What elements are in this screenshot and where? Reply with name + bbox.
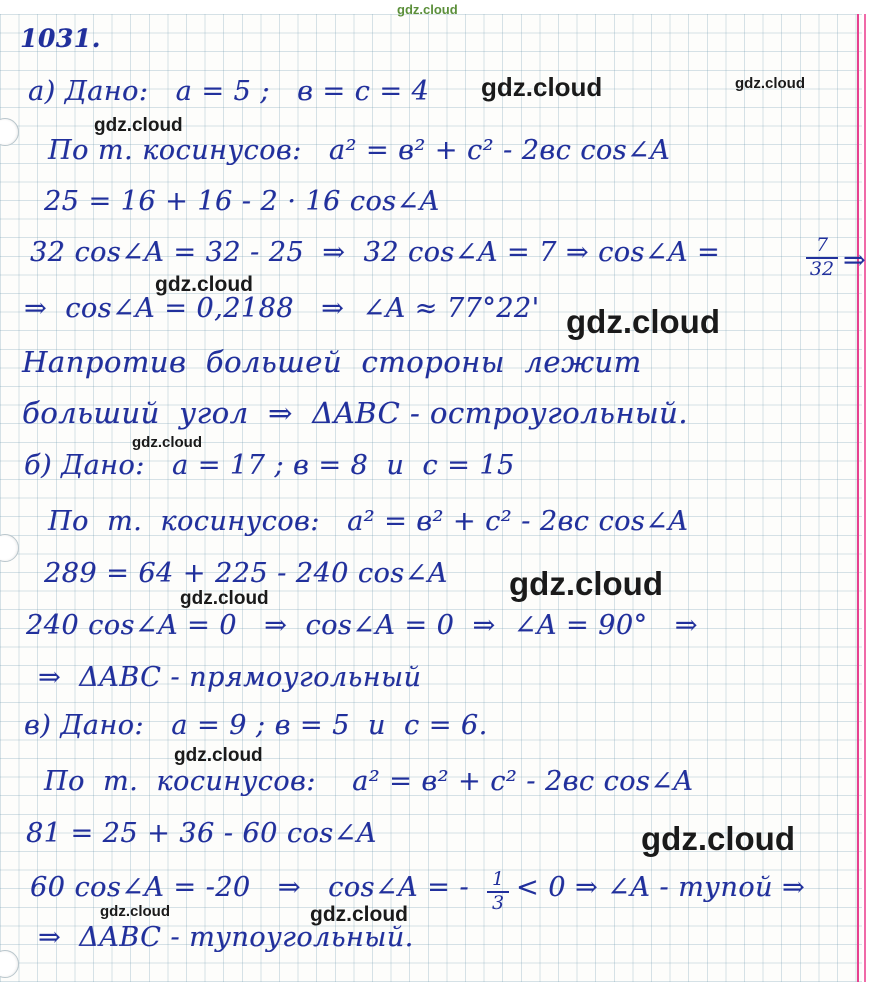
- solution-line-a-value: ⇒ cos∠A = 0,2188 ⇒ ∠A ≈ 77°22': [24, 293, 540, 324]
- solution-line-a-text2: больший угол ⇒ ΔABC - остроугольный.: [22, 396, 688, 430]
- watermark: gdz.cloud: [180, 588, 269, 609]
- watermark: gdz.cloud: [94, 115, 183, 136]
- task-number: 1031.: [20, 24, 101, 53]
- margin-line-primary: [857, 14, 859, 982]
- solution-line-c-solve-part2: < 0 ⇒ ∠A - тупой ⇒: [516, 872, 806, 903]
- solution-line-a-given: а) Дано: а = 5 ; в = с = 4: [28, 76, 430, 107]
- watermark: gdz.cloud: [132, 434, 202, 451]
- solution-line-b-given: б) Дано: а = 17 ; в = 8 и с = 15: [24, 450, 515, 481]
- watermark: gdz.cloud: [174, 745, 263, 766]
- solution-line-a-text1: Напротив большей стороны лежит: [22, 345, 642, 379]
- watermark: gdz.cloud: [481, 72, 603, 102]
- fraction-denominator: 32: [809, 257, 835, 280]
- watermark: gdz.cloud: [155, 273, 253, 296]
- solution-line-c-substitute: 81 = 25 + 36 - 60 cos∠A: [26, 818, 377, 849]
- fraction-numerator: 1: [491, 868, 505, 890]
- solution-line-c-solve-part1: 60 cos∠A = -20 ⇒ cos∠A = -: [30, 872, 469, 903]
- solution-line-a-substitute: 25 = 16 + 16 - 2 · 16 cos∠A: [44, 186, 440, 217]
- solution-line-b-law: По т. косинусов: а² = в² + с² - 2вс cos∠A: [48, 506, 689, 537]
- solution-line-a-law: По т. косинусов: а² = в² + с² - 2вс cos∠A: [48, 135, 671, 166]
- solution-line-c-conclusion: ⇒ ΔABC - тупоугольный.: [38, 922, 414, 953]
- solution-line-b-conclusion: ⇒ ΔABC - прямоугольный: [38, 662, 422, 693]
- fraction-1-3: [487, 870, 509, 914]
- watermark: gdz.cloud: [566, 303, 720, 340]
- watermark: gdz.cloud: [397, 2, 458, 17]
- fraction-numerator: 7: [815, 234, 829, 256]
- solution-line-a-arrow: ⇒: [843, 245, 867, 276]
- watermark: gdz.cloud: [509, 565, 663, 602]
- watermark: gdz.cloud: [100, 903, 170, 920]
- solution-line-b-solve: 240 cos∠A = 0 ⇒ cos∠A = 0 ⇒ ∠A = 90° ⇒: [26, 610, 698, 641]
- solution-line-c-given: в) Дано: а = 9 ; в = 5 и с = 6.: [24, 710, 488, 741]
- watermark: gdz.cloud: [641, 820, 795, 857]
- watermark: gdz.cloud: [735, 75, 805, 92]
- solution-line-b-substitute: 289 = 64 + 225 - 240 cos∠A: [44, 558, 448, 589]
- solution-line-c-law: По т. косинусов: а² = в² + с² - 2вс cos∠A: [44, 766, 694, 797]
- margin-line-secondary: [864, 14, 866, 982]
- watermark: gdz.cloud: [310, 903, 408, 926]
- fraction-denominator: 3: [491, 891, 505, 914]
- fraction-7-32: [806, 236, 838, 280]
- solution-line-a-solve: 32 cos∠A = 32 - 25 ⇒ 32 cos∠A = 7 ⇒ cos∠A =: [30, 237, 721, 268]
